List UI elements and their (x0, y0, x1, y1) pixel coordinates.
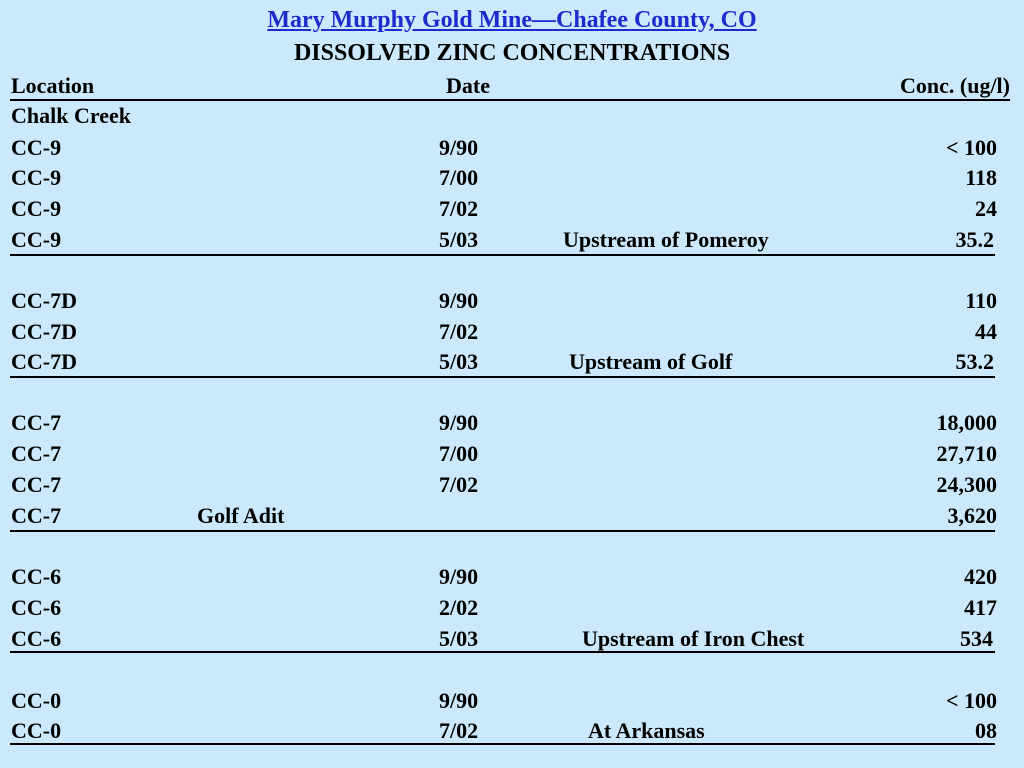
concentration-cell: 24 (975, 196, 997, 221)
date-cell: 7/02 (439, 472, 479, 497)
table-row (0, 317, 1024, 347)
location-cell: CC-6 (11, 595, 62, 620)
group-divider (10, 254, 995, 256)
location-cell: CC-7D (11, 288, 77, 313)
date-cell: 2/02 (439, 595, 479, 620)
table-row (0, 163, 1024, 193)
concentration-cell: 35.2 (955, 227, 994, 252)
date-cell: 5/03 (439, 626, 479, 651)
header-location: Location (11, 73, 95, 98)
location-cell: CC-9 (11, 227, 62, 252)
header-date: Date (446, 73, 490, 98)
table-row (0, 225, 1024, 255)
date-cell: 9/90 (439, 135, 479, 160)
group-divider (10, 651, 995, 653)
date-cell: 7/00 (439, 165, 479, 190)
concentration-cell: 53.2 (955, 349, 994, 374)
date-cell: 9/90 (439, 410, 479, 435)
note-cell: Upstream of Pomeroy (563, 227, 769, 252)
location-cell: CC-9 (11, 165, 62, 190)
date-cell: 7/00 (439, 441, 479, 466)
location-cell: CC-7D (11, 319, 77, 344)
concentration-cell: 27,710 (936, 441, 997, 466)
date-cell: 5/03 (439, 227, 479, 252)
location-cell: CC-9 (11, 135, 62, 160)
location-cell: CC-0 (11, 688, 62, 713)
date-cell: 7/02 (439, 196, 479, 221)
note-cell: Upstream of Iron Chest (582, 626, 805, 651)
table-row (0, 562, 1024, 592)
location-cell: CC-9 (11, 196, 62, 221)
location-cell: CC-7 (11, 441, 62, 466)
location-cell: CC-7 (11, 472, 62, 497)
note-cell: Golf Adit (197, 503, 285, 528)
concentration-cell: 08 (975, 718, 997, 743)
table-row (0, 439, 1024, 469)
table-row (0, 133, 1024, 163)
date-cell: 9/90 (439, 564, 479, 589)
group-divider (10, 530, 995, 532)
location-cell: CC-6 (11, 626, 62, 651)
group-divider (10, 743, 995, 745)
concentration-cell: 44 (975, 319, 997, 344)
concentration-cell: 417 (964, 595, 997, 620)
header-conc: Conc. (ug/l) (900, 73, 1010, 98)
concentration-cell: 118 (965, 165, 997, 190)
concentration-cell: 534 (960, 626, 993, 651)
note-cell: At Arkansas (588, 718, 705, 743)
concentration-cell: 3,620 (947, 503, 997, 528)
table-row (0, 194, 1024, 224)
table-row (0, 593, 1024, 623)
title-link[interactable]: Mary Murphy Gold Mine—Chafee County, CO (267, 7, 757, 33)
table-row (0, 470, 1024, 500)
concentration-cell: 420 (964, 564, 997, 589)
location-cell: CC-7 (11, 410, 62, 435)
concentration-cell: 110 (965, 288, 997, 313)
table-row (0, 686, 1024, 716)
date-cell: 7/02 (439, 319, 479, 344)
concentration-cell: < 100 (945, 135, 997, 160)
location-cell: CC-0 (11, 718, 62, 743)
table-row (0, 501, 1024, 531)
table-row (0, 624, 1024, 654)
slide-title[interactable] (0, 5, 1024, 35)
location-cell: CC-7D (11, 349, 77, 374)
date-cell: 7/02 (439, 718, 479, 743)
date-cell: 5/03 (439, 349, 479, 374)
table-row (0, 408, 1024, 438)
note-cell: Upstream of Golf (569, 349, 733, 374)
date-cell: 9/90 (439, 288, 479, 313)
table-row (0, 716, 1024, 746)
date-cell: 9/90 (439, 688, 479, 713)
header-divider (10, 99, 1010, 101)
group-divider (10, 376, 995, 378)
section-label: Chalk Creek (11, 103, 131, 128)
location-cell: CC-7 (11, 503, 62, 528)
concentration-cell: < 100 (945, 688, 997, 713)
table-row (0, 347, 1024, 377)
concentration-cell: 18,000 (936, 410, 997, 435)
location-cell: CC-6 (11, 564, 62, 589)
slide-subtitle: DISSOLVED ZINC CONCENTRATIONS (293, 40, 731, 66)
table-row (0, 286, 1024, 316)
concentration-cell: 24,300 (936, 472, 997, 497)
